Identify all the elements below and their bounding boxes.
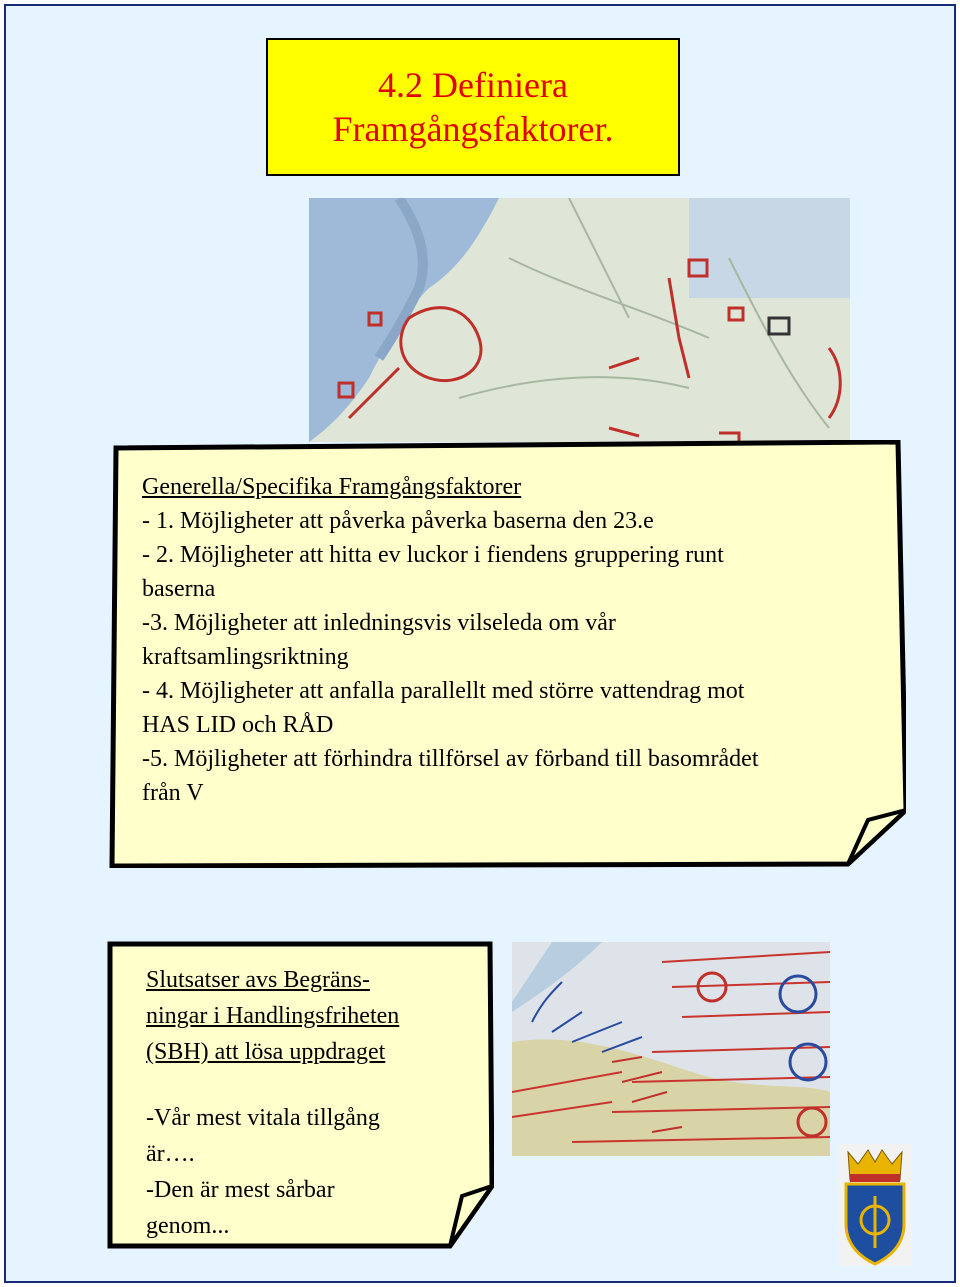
title-box (266, 38, 680, 176)
factor-line: kraftsamlingsriktning (142, 644, 349, 670)
conclusions-heading-line: (SBH) att lösa uppdraget (146, 1039, 386, 1065)
factor-line: -3. Möjligheter att inledningsvis vilseleda om vår (142, 610, 616, 636)
conclusions-body-line: -Den är mest sårbar (146, 1177, 335, 1203)
conclusions-body-line: -Vår mest vitala tillgång (146, 1105, 380, 1131)
factor-line: - 1. Möjligheter att påverka påverka baserna den 23.e (142, 508, 654, 534)
factor-line: baserna (142, 576, 216, 602)
conclusions-heading-line: Slutsatser avs Begräns- (146, 967, 370, 993)
conclusions-heading-line: ningar i Handlingsfriheten (146, 1003, 400, 1029)
title-line-1: 4.2 Definiera (378, 65, 568, 105)
factor-line: från V (142, 780, 204, 806)
factors-heading: Generella/Specifika Framgångsfaktorer (142, 474, 522, 500)
factor-line: - 4. Möjligheter att anfalla parallellt med större vattendrag mot (142, 678, 745, 704)
factor-line: -5. Möjligheter att förhindra tillförsel av förband till basområdet (142, 746, 759, 772)
conclusions-note (146, 962, 476, 1244)
factor-line: HAS LID och RÅD (142, 712, 334, 738)
coat-of-arms-icon (838, 1144, 912, 1266)
map-photo-bottom (512, 942, 830, 1156)
map-photo-top (309, 198, 850, 442)
conclusions-body-line: är…. (146, 1141, 195, 1167)
conclusions-body-line: genom... (146, 1213, 230, 1239)
title-line-2: Framgångsfaktorer. (332, 109, 614, 149)
factors-note (142, 470, 882, 810)
factor-line: - 2. Möjligheter att hitta ev luckor i fiendens gruppering runt (142, 542, 724, 568)
